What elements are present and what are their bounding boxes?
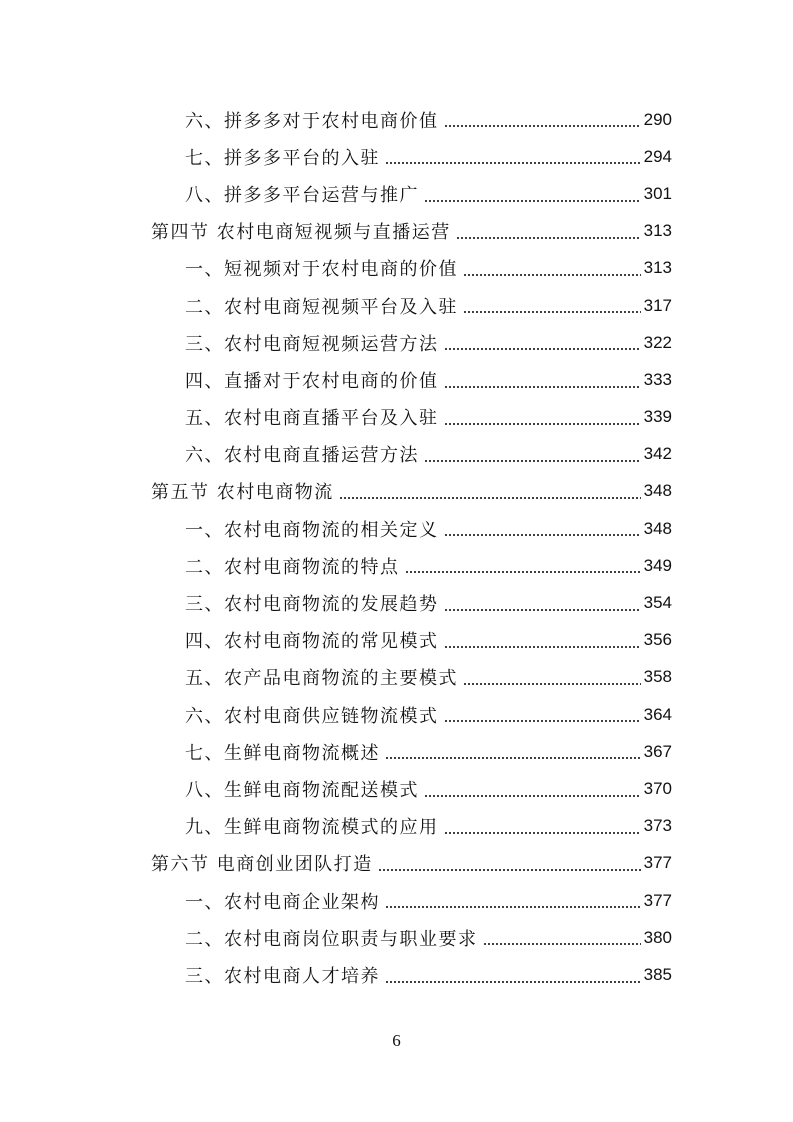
toc-entry-title: 三、农村电商短视频运营方法 [185, 333, 439, 355]
dot-leader [385, 746, 641, 760]
toc-entry-title: 一、农村电商物流的相关定义 [185, 519, 439, 541]
toc-entry[interactable] [0, 882, 793, 919]
toc-entry-title: 四、直播对于农村电商的价值 [185, 370, 439, 392]
dot-leader [424, 189, 641, 203]
toc-entry[interactable] [0, 324, 793, 361]
toc-entry-title: 六、农村电商供应链物流模式 [185, 705, 439, 727]
toc-entry-title: 五、农产品电商物流的主要模式 [185, 668, 458, 690]
page-number: 6 [392, 1031, 401, 1050]
dot-leader [456, 226, 641, 240]
toc-entry[interactable] [0, 659, 793, 696]
dot-leader [444, 375, 641, 389]
toc-entry-title: 七、拼多多平台的入驻 [185, 147, 380, 169]
toc-entry[interactable] [0, 138, 793, 175]
toc-entry[interactable] [0, 622, 793, 659]
toc-entry-page: 333 [643, 369, 672, 389]
toc-entry[interactable] [0, 733, 793, 770]
toc-entry-page: 364 [643, 704, 672, 724]
toc-entry-title: 三、农村电商物流的发展趋势 [185, 594, 439, 616]
toc-entry[interactable] [0, 101, 793, 138]
toc-entry[interactable] [0, 361, 793, 398]
dot-leader [444, 412, 641, 426]
toc-entry[interactable] [0, 956, 793, 993]
toc-entry-title: 七、生鲜电商物流概述 [185, 742, 380, 764]
toc-entry-title: 八、生鲜电商物流配送模式 [185, 779, 419, 801]
toc-section-entry[interactable] [0, 213, 793, 250]
toc-section-title: 第五节 农村电商物流 [151, 482, 334, 504]
dot-leader [385, 151, 641, 165]
dot-leader [339, 486, 641, 500]
toc-entry-title: 五、农村电商直播平台及入驻 [185, 408, 439, 430]
toc-entry[interactable] [0, 287, 793, 324]
dot-leader [483, 932, 641, 946]
toc-entry[interactable] [0, 250, 793, 287]
dot-leader [444, 598, 641, 612]
toc-entry-title: 一、短视频对于农村电商的价值 [185, 259, 458, 281]
toc-entry-page: 348 [643, 518, 672, 538]
toc-entry[interactable] [0, 510, 793, 547]
toc-entry[interactable] [0, 547, 793, 584]
toc-section-entry[interactable] [0, 473, 793, 510]
dot-leader [444, 635, 641, 649]
toc-entry-title: 二、农村电商短视频平台及入驻 [185, 296, 458, 318]
toc-entry-page: 356 [643, 630, 672, 650]
toc-entry-page: 313 [643, 258, 672, 278]
dot-leader [405, 560, 641, 574]
toc-entry-title: 四、农村电商物流的常见模式 [185, 631, 439, 653]
toc-entry-title: 二、农村电商岗位职责与职业要求 [185, 928, 478, 950]
dot-leader [424, 449, 641, 463]
toc-section-title: 第四节 农村电商短视频与直播运营 [151, 222, 451, 244]
dot-leader [444, 709, 641, 723]
toc-section-entry[interactable] [0, 845, 793, 882]
toc-entry[interactable] [0, 436, 793, 473]
toc-entry-page: 373 [643, 816, 672, 836]
toc-entry[interactable] [0, 808, 793, 845]
toc-entry-page: 313 [643, 221, 672, 241]
toc-entry-page: 385 [643, 964, 672, 984]
toc-entry-page: 322 [643, 332, 672, 352]
dot-leader [444, 523, 641, 537]
dot-leader [385, 895, 641, 909]
toc-entry-title: 六、拼多多对于农村电商价值 [185, 110, 439, 132]
toc-entry-page: 380 [643, 927, 672, 947]
toc-entry-title: 三、农村电商人才培养 [185, 965, 380, 987]
toc-entry[interactable] [0, 399, 793, 436]
dot-leader [463, 300, 641, 314]
toc-entry-page: 348 [643, 481, 672, 501]
dot-leader [378, 858, 641, 872]
toc-entry-title: 一、农村电商企业架构 [185, 891, 380, 913]
toc-entry-page: 339 [643, 407, 672, 427]
dot-leader [444, 337, 641, 351]
toc-entry-title: 六、农村电商直播运营方法 [185, 445, 419, 467]
toc-entry[interactable] [0, 770, 793, 807]
toc-entry-page: 317 [643, 295, 672, 315]
dot-leader [444, 821, 641, 835]
table-of-contents [0, 101, 793, 994]
toc-entry-page: 342 [643, 444, 672, 464]
toc-entry-page: 354 [643, 593, 672, 613]
dot-leader [463, 263, 641, 277]
toc-entry[interactable] [0, 175, 793, 212]
toc-entry-page: 377 [643, 890, 672, 910]
toc-entry-title: 八、拼多多平台运营与推广 [185, 184, 419, 206]
dot-leader [444, 114, 641, 128]
dot-leader [385, 970, 641, 984]
dot-leader [424, 784, 641, 798]
toc-entry-page: 367 [643, 741, 672, 761]
toc-entry-page: 349 [643, 555, 672, 575]
toc-entry-page: 301 [643, 183, 672, 203]
dot-leader [463, 672, 641, 686]
toc-entry-page: 370 [643, 778, 672, 798]
toc-entry[interactable] [0, 696, 793, 733]
toc-entry-page: 290 [643, 109, 672, 129]
toc-entry-page: 358 [643, 667, 672, 687]
toc-entry-title: 九、生鲜电商物流模式的应用 [185, 817, 439, 839]
toc-entry-page: 294 [643, 146, 672, 166]
toc-entry-page: 377 [643, 853, 672, 873]
toc-entry[interactable] [0, 919, 793, 956]
toc-entry[interactable] [0, 584, 793, 621]
toc-entry-title: 二、农村电商物流的特点 [185, 556, 400, 578]
toc-section-title: 第六节 电商创业团队打造 [151, 854, 373, 876]
